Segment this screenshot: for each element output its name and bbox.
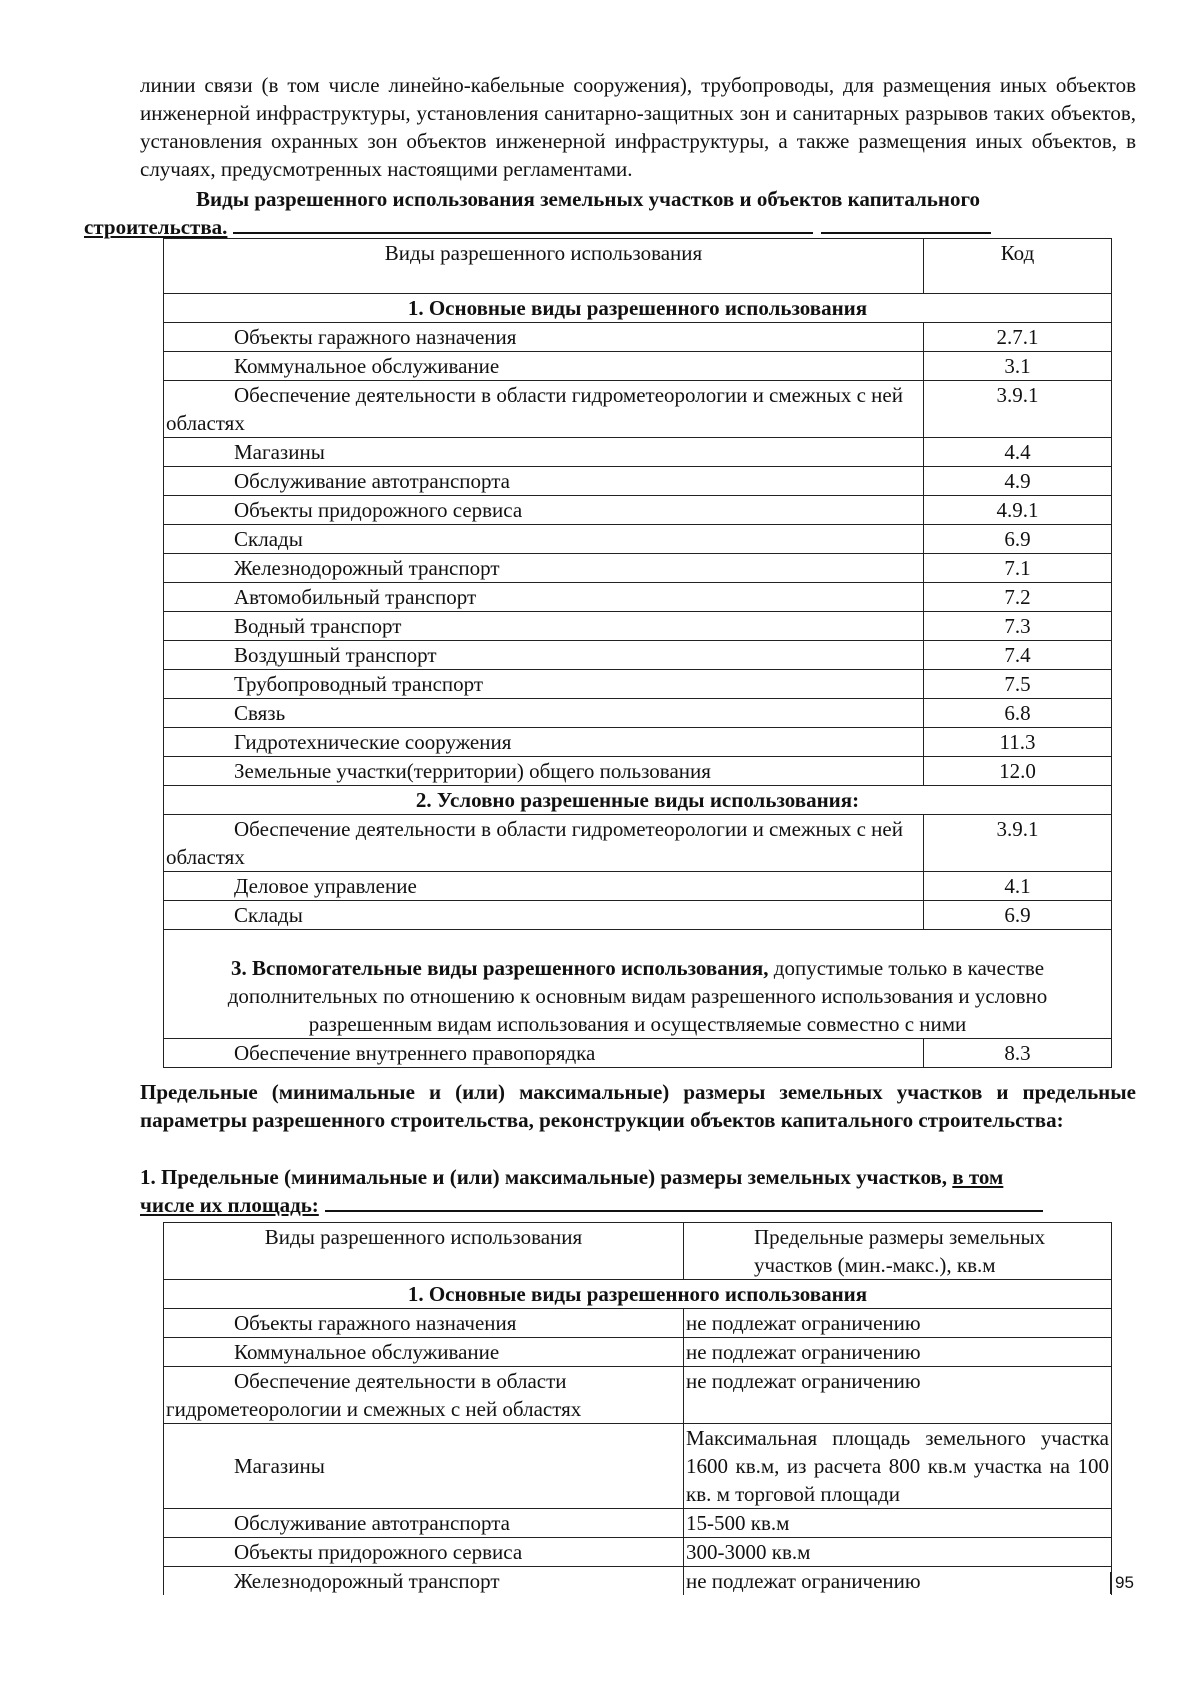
table-row [164, 525, 1112, 554]
use-name: Обеспечение деятельности в области гидрометеорологии и смежных с ней областях [164, 815, 924, 872]
permitted-use-heading-underlined: строительства. [84, 215, 228, 239]
use-name: Автомобильный транспорт [164, 583, 924, 612]
use-code: 4.9.1 [924, 496, 1112, 525]
use-code: 6.9 [924, 525, 1112, 554]
table-row [164, 381, 1112, 438]
use-code: 8.3 [924, 1039, 1112, 1068]
section3-title-bold: 3. Вспомогательные виды разрешенного использования, [230, 956, 769, 980]
table-row [164, 554, 1112, 583]
table-row [164, 670, 1112, 699]
use-name: Водный транспорт [164, 612, 924, 641]
table-header-row [164, 1223, 1112, 1280]
fill-line [821, 231, 991, 234]
use-code: 7.1 [924, 554, 1112, 583]
permitted-use-table [163, 238, 1112, 1068]
limits-paragraph: Предельные (минимальные и (или) максимальные) размеры земельных участков и предельные параметры разрешенного строительства, реконструкции объектов капитального строительства: [140, 1080, 1136, 1132]
fill-line [325, 1209, 1043, 1212]
use-name: Связь [164, 699, 924, 728]
use-code: 7.4 [924, 641, 1112, 670]
use-name: Объекты гаражного назначения [164, 1309, 684, 1338]
table-row [164, 352, 1112, 381]
table-row [164, 872, 1112, 901]
col-header-use: Виды разрешенного использования [164, 1223, 684, 1280]
table-row [164, 496, 1112, 525]
size-value: не подлежат ограничению [684, 1567, 1112, 1596]
table-row [164, 1039, 1112, 1068]
use-name: Воздушный транспорт [164, 641, 924, 670]
table-row [164, 583, 1112, 612]
section3-title-rest: допустимые только в качестве дополнительных по отношению к основным видам разрешенного использования и условно разрешенным видам использования и осуществляемые совместно с ними [227, 956, 1048, 1036]
use-name: Коммунальное обслуживание [164, 352, 924, 381]
use-name: Железнодорожный транспорт [164, 1567, 684, 1596]
section-row [164, 930, 1112, 1039]
fill-line [233, 231, 813, 234]
use-name: Обеспечение внутреннего правопорядка [164, 1039, 924, 1068]
intro-paragraph: линии связи (в том числе линейно-кабельные сооружения), трубопроводы, для размещения иных объектов инженерной инфраструктуры, установления санитарно-защитных зон и санитарных разрывов таких объектов, установления охранных зон объектов инженерной инфраструктуры, а также размещения иных объектов, в случаях, предусмотренных настоящими регламентами. [140, 73, 1136, 181]
table-row [164, 1424, 1112, 1509]
permitted-use-heading [84, 185, 1136, 241]
table-row [164, 1338, 1112, 1367]
plot-size-heading-underlined-a: в том [952, 1165, 1004, 1189]
use-code: 6.9 [924, 901, 1112, 930]
col-header-size: Предельные размеры земельных участков (мин.-макс.), кв.м [684, 1223, 1112, 1280]
table-row [164, 1309, 1112, 1338]
section-row [164, 786, 1112, 815]
size-value: не подлежат ограничению [684, 1338, 1112, 1367]
col-header-code: Код [924, 239, 1112, 294]
plot-size-heading [140, 1163, 1136, 1219]
use-code: 3.9.1 [924, 815, 1112, 872]
use-name: Магазины [164, 438, 924, 467]
use-code: 3.1 [924, 352, 1112, 381]
plot-size-heading-bold: 1. Предельные (минимальные и (или) максимальные) размеры земельных участков, [140, 1165, 948, 1189]
section3-title [164, 930, 1112, 1039]
use-name: Склады [164, 525, 924, 554]
use-name: Магазины [164, 1424, 684, 1509]
table-row [164, 641, 1112, 670]
use-code: 7.2 [924, 583, 1112, 612]
size-value: не подлежат ограничению [684, 1367, 1112, 1424]
use-name: Обеспечение деятельности в области гидрометеорологии и смежных с ней областях [164, 1367, 684, 1424]
table-row [164, 1567, 1112, 1596]
section1-title: 1. Основные виды разрешенного использования [164, 294, 1112, 323]
use-name: Склады [164, 901, 924, 930]
use-code: 4.9 [924, 467, 1112, 496]
plot-size-table [163, 1222, 1112, 1595]
use-name: Земельные участки(территории) общего пользования [164, 757, 924, 786]
use-name: Объекты гаражного назначения [164, 323, 924, 352]
table-row [164, 323, 1112, 352]
table-row [164, 815, 1112, 872]
use-name: Обслуживание автотранспорта [164, 467, 924, 496]
table-row [164, 728, 1112, 757]
use-code: 7.5 [924, 670, 1112, 699]
permitted-use-heading-bold: Виды разрешенного использования земельных участков и объектов капитального [196, 187, 981, 211]
use-code: 4.4 [924, 438, 1112, 467]
table-row [164, 467, 1112, 496]
table-row [164, 612, 1112, 641]
table-row [164, 699, 1112, 728]
use-name: Трубопроводный транспорт [164, 670, 924, 699]
size-value: Максимальная площадь земельного участка 1600 кв.м, из расчета 800 кв.м участка на 100 кв. м торговой площади [684, 1424, 1112, 1509]
section-row [164, 294, 1112, 323]
page-number: 95 [1110, 1572, 1134, 1594]
use-code: 12.0 [924, 757, 1112, 786]
use-code: 4.1 [924, 872, 1112, 901]
use-name: Обслуживание автотранспорта [164, 1509, 684, 1538]
use-name: Железнодорожный транспорт [164, 554, 924, 583]
use-code: 6.8 [924, 699, 1112, 728]
table-row [164, 438, 1112, 467]
use-name: Гидротехнические сооружения [164, 728, 924, 757]
plot-size-heading-underlined-b: числе их площадь: [140, 1193, 319, 1217]
size-value: 15-500 кв.м [684, 1509, 1112, 1538]
size-value: 300-3000 кв.м [684, 1538, 1112, 1567]
use-name: Обеспечение деятельности в области гидрометеорологии и смежных с ней областях [164, 381, 924, 438]
use-name: Объекты придорожного сервиса [164, 1538, 684, 1567]
table-row [164, 1538, 1112, 1567]
use-name: Объекты придорожного сервиса [164, 496, 924, 525]
use-name: Деловое управление [164, 872, 924, 901]
col-header-use: Виды разрешенного использования [164, 239, 924, 294]
use-code: 3.9.1 [924, 381, 1112, 438]
table-header-row [164, 239, 1112, 294]
table-row [164, 1367, 1112, 1424]
section-row [164, 1280, 1112, 1309]
use-code: 11.3 [924, 728, 1112, 757]
use-name: Коммунальное обслуживание [164, 1338, 684, 1367]
section2-title: 2. Условно разрешенные виды использования: [164, 786, 1112, 815]
use-code: 7.3 [924, 612, 1112, 641]
section1-title: 1. Основные виды разрешенного использования [164, 1280, 1112, 1309]
table-row [164, 757, 1112, 786]
table-row [164, 901, 1112, 930]
use-code: 2.7.1 [924, 323, 1112, 352]
size-value: не подлежат ограничению [684, 1309, 1112, 1338]
table-row [164, 1509, 1112, 1538]
